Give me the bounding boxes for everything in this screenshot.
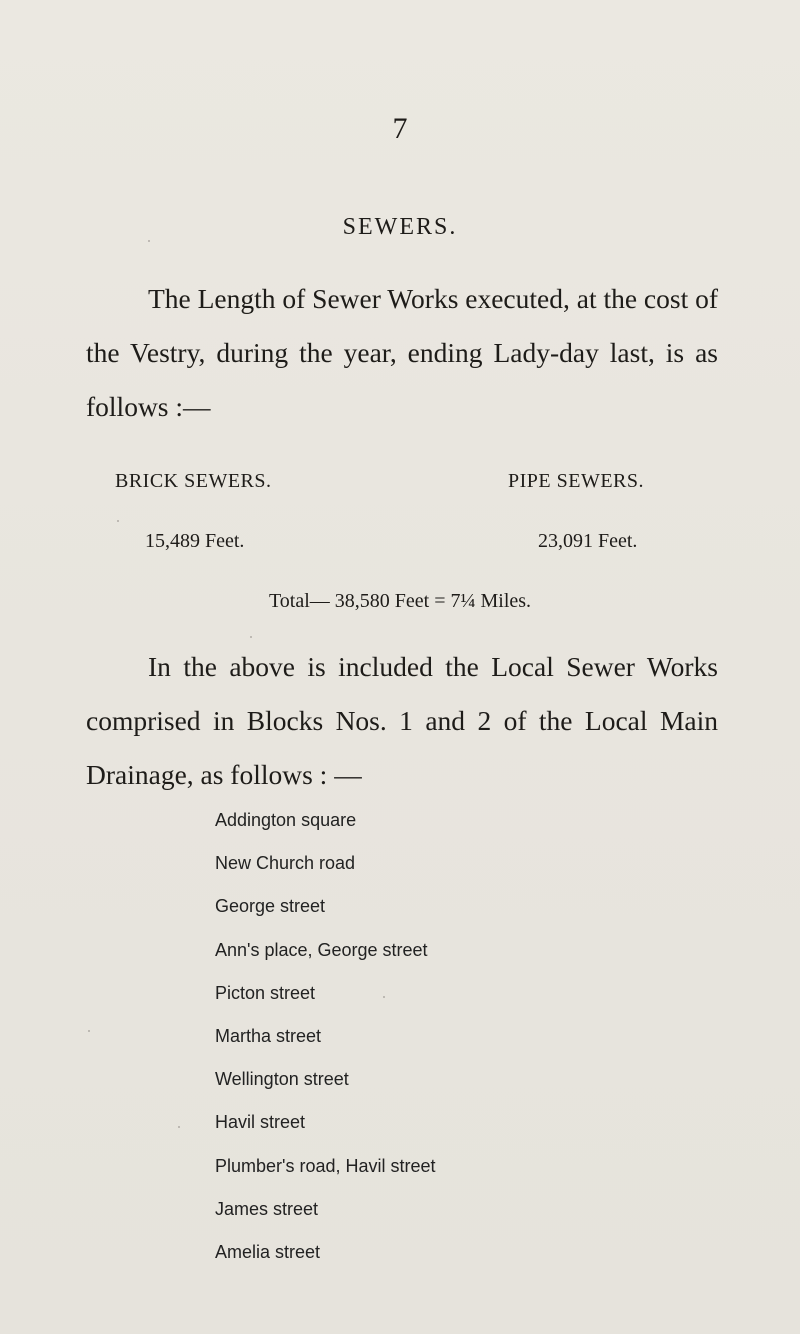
list-item: Havil street xyxy=(215,1112,306,1133)
paper-speck xyxy=(383,996,385,998)
list-item: Addington square xyxy=(215,810,357,830)
list-item: Picton street xyxy=(215,982,316,1003)
paper-speck xyxy=(117,520,119,522)
list-item: Plumber's road, Havil street xyxy=(215,1155,436,1176)
list-item: Amelia street xyxy=(215,1241,321,1262)
page-number: 7 xyxy=(392,112,408,145)
total-length: Total— 38,580 Feet = 7¼ Miles. xyxy=(268,590,532,612)
included-text: In the above is included the Local Sewer Works comprised in Blocks Nos. 1 and 2 of the Local Main Drainage, as follows : — xyxy=(86,651,718,790)
paper-speck xyxy=(148,240,150,242)
paper-speck xyxy=(250,636,252,638)
list-item: Martha street xyxy=(215,1025,322,1046)
list-item: James street xyxy=(215,1198,319,1219)
intro-text: The Length of Sewer Works executed, at the cost of the Vestry, during the year, ending Lady-day last, is as follows :— xyxy=(86,283,719,422)
pipe-sewers-length: 23,091 Feet. xyxy=(538,530,638,552)
paper-speck xyxy=(178,1126,180,1128)
paper-speck xyxy=(88,1030,90,1032)
included-paragraph xyxy=(86,640,718,802)
brick-sewers-length: 15,489 Feet. xyxy=(145,530,245,552)
list-item: Ann's place, George street xyxy=(215,939,428,960)
list-item: New Church road xyxy=(215,853,356,874)
section-title: SEWERS. xyxy=(342,214,458,240)
brick-sewers-heading: BRICK SEWERS. xyxy=(115,470,272,492)
street-list xyxy=(215,800,436,1275)
list-item: Wellington street xyxy=(215,1069,349,1090)
list-item: George street xyxy=(215,896,326,917)
intro-paragraph xyxy=(86,272,718,434)
pipe-sewers-heading: PIPE SEWERS. xyxy=(508,470,645,492)
